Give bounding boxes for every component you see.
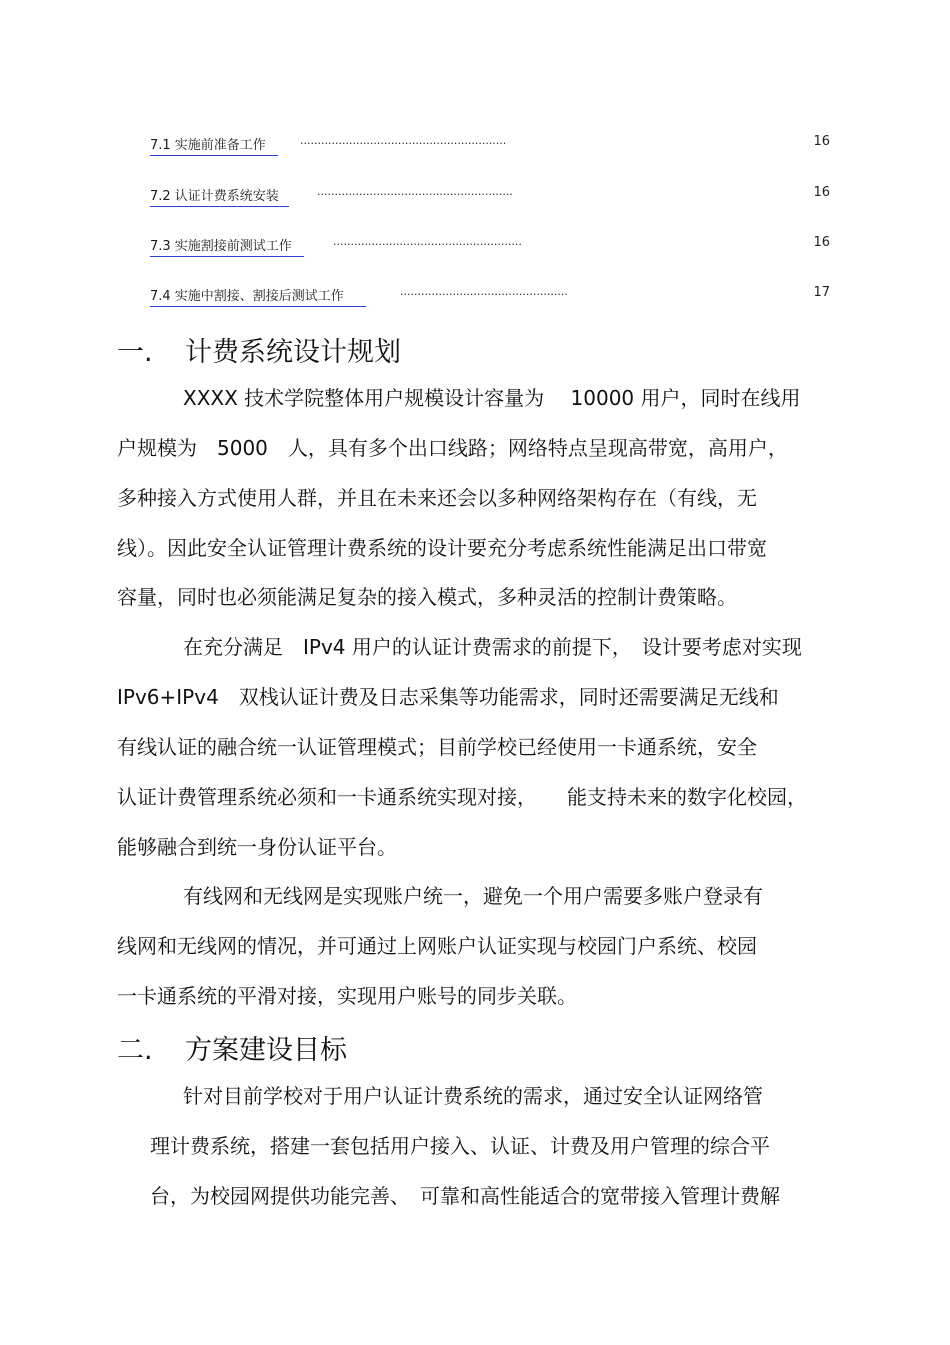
toc-page-number: 16	[813, 235, 830, 250]
paragraph-line: XXXX 技术学院整体用户规模设计容量为 10000 用户，同时在线用	[183, 386, 801, 410]
paragraph-line: 台，为校园网提供功能完善、 可靠和高性能适合的宽带接入管理计费解	[150, 1184, 780, 1208]
section-heading	[117, 330, 401, 369]
paragraph-line: 有线网和无线网是实现账户统一，避免一个用户需要多账户登录有	[183, 884, 763, 908]
toc-entry[interactable]	[150, 235, 830, 257]
toc-entry[interactable]	[150, 285, 830, 307]
section-title: 方案建设目标	[185, 1035, 347, 1066]
paragraph-line: 针对目前学校对于用户认证计费系统的需求，通过安全认证网络管	[183, 1084, 763, 1108]
toc-link[interactable]: 7.2 认证计费系统安装	[150, 185, 289, 207]
paragraph-line: 户规模为 5000 人，具有多个出口线路；网络特点呈现高带宽，高用户，	[117, 436, 788, 460]
paragraph-line: 认证计费管理系统必须和一卡通系统实现对接， 能支持未来的数字化校园，	[117, 785, 807, 809]
toc-page-number: 16	[813, 134, 830, 149]
section-title: 计费系统设计规划	[185, 337, 401, 368]
toc-leader-dots: ...........................................................	[300, 134, 507, 147]
toc-leader-dots: ......................................................	[333, 235, 522, 248]
paragraph-line: 多种接入方式使用人群，并且在未来还会以多种网络架构存在（有线，无	[117, 486, 757, 510]
paragraph-line: 线网和无线网的情况，并可通过上网账户认证实现与校园门户系统、校园	[117, 934, 757, 958]
section-number: 二.	[117, 1035, 153, 1066]
toc-leader-dots: ........................................................	[317, 185, 513, 198]
toc-link[interactable]: 7.4 实施中割接、割接后测试工作	[150, 285, 366, 307]
paragraph-line: 有线认证的融合统一认证管理模式；目前学校已经使用一卡通系统，安全	[117, 735, 757, 759]
paragraph-line: 线）。因此安全认证管理计费系统的设计要充分考虑系统性能满足出口带宽	[117, 536, 767, 560]
toc-link[interactable]: 7.1 实施前准备工作	[150, 134, 278, 156]
section-number: 一.	[117, 337, 153, 368]
toc-page-number: 17	[813, 285, 830, 300]
toc-entry[interactable]	[150, 185, 830, 207]
toc-entry[interactable]	[150, 134, 830, 156]
paragraph-line: 理计费系统，搭建一套包括用户接入、认证、计费及用户管理的综合平	[150, 1134, 770, 1158]
toc-page-number: 16	[813, 185, 830, 200]
paragraph-line: 在充分满足 IPv4 用户的认证计费需求的前提下， 设计要考虑对实现	[183, 635, 802, 659]
toc-link[interactable]: 7.3 实施割接前测试工作	[150, 235, 304, 257]
toc-leader-dots: ................................................	[400, 285, 568, 298]
section-heading	[117, 1028, 347, 1067]
paragraph-line: 能够融合到统一身份认证平台。	[117, 835, 397, 859]
paragraph-line: IPv6+IPv4 双栈认证计费及日志采集等功能需求，同时还需要满足无线和	[117, 685, 779, 709]
paragraph-line: 容量，同时也必须能满足复杂的接入模式，多种灵活的控制计费策略。	[117, 585, 737, 609]
paragraph-line: 一卡通系统的平滑对接，实现用户账号的同步关联。	[117, 984, 577, 1008]
